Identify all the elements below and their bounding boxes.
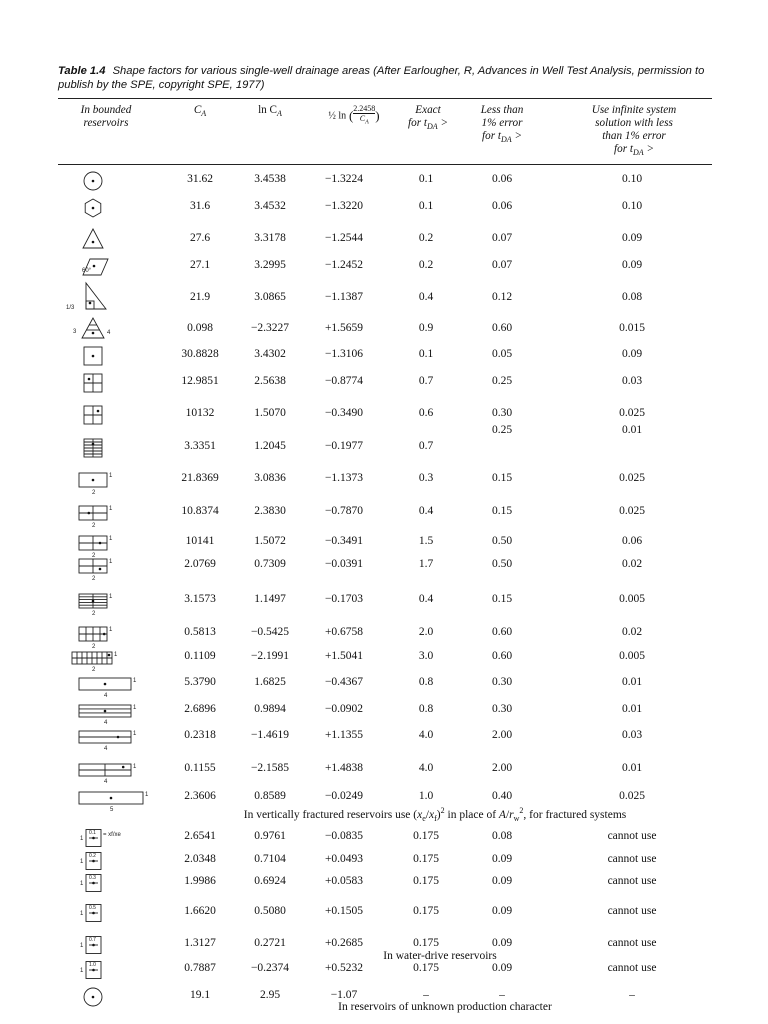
header-ca: $C_A$ [193,104,207,119]
side-label: 1 [109,594,113,600]
cell-ca: 27.1 [189,259,211,271]
well-dot [92,443,95,446]
header-exact: Exact for $t_{DA}$ > [408,104,448,132]
cell-lnca: 2.3830 [254,505,286,517]
well-dot [122,766,125,769]
well-dot [92,355,95,358]
cell-less: 0.60 [491,626,513,638]
side-label: 1 [133,678,137,684]
cell-exact: 3.0 [418,650,434,662]
cell-use-alt: 0.01 [621,424,643,436]
cell-ca: 2.0769 [184,558,216,570]
cell-use: 0.08 [621,291,643,303]
well-dot [104,710,107,713]
cell-ca: 30.8828 [181,348,219,360]
cell-half: −0.0835 [324,830,364,842]
well-dot [92,600,95,603]
well-dot [92,837,95,840]
cell-use: 0.03 [621,375,643,387]
well-dot [110,797,113,800]
cell-ca: 0.5813 [184,626,216,638]
well-dot [89,302,92,305]
side-label: 1 [109,473,113,479]
cell-ca: 27.6 [189,232,211,244]
cell-half: −1.1387 [324,291,364,303]
cell-half: −1.2452 [324,259,364,271]
cell-less: 0.06 [491,173,513,185]
cell-half: +0.6758 [324,626,364,638]
header-lnca: $\ln C_A$ [258,104,282,119]
caption-text: Shape factors for various single-well drainage areas (After Earlougher, R, Advances in Well Test Analysis, permission to publish by the SPE, copyright SPE, 1977) [58,65,705,91]
header-shape: In bounded reservoirs [80,104,132,129]
cell-lnca: 0.5080 [254,905,286,917]
table-label: Table 1.4 [58,65,106,77]
cell-lnca: 1.2045 [254,440,286,452]
cell-exact: 0.1 [418,200,434,212]
well-dot [99,542,102,545]
cell-lnca: 0.9894 [254,703,286,715]
cell-ca: 0.098 [187,322,213,334]
cell-use: 0.06 [621,535,643,547]
well-dot [97,410,100,413]
cell-use: 0.10 [621,173,643,185]
well-dot [108,654,111,657]
cell-lnca: 0.2721 [254,937,286,949]
cell-use: 0.01 [621,762,643,774]
cell-ca: 5.3790 [184,676,216,688]
cell-use: 0.025 [619,472,645,484]
cell-less: 0.15 [491,593,513,605]
cell-less: 0.15 [491,505,513,517]
cell-half: +0.2685 [324,937,364,949]
well-dot [88,378,91,381]
side-label: 1 [80,911,84,917]
cell-lnca: 0.7104 [254,853,286,865]
cell-use: cannot use [607,875,657,887]
cell-exact: 0.175 [413,962,439,974]
cell-use: 0.02 [621,558,643,570]
cell-less: 0.30 [491,703,513,715]
side-label: 1 [133,764,137,770]
label-right: 4 [107,330,111,336]
side-label: 4 [104,720,108,726]
note-water-drive: In water-drive reservoirs [383,950,497,962]
cell-use: 0.09 [621,259,643,271]
cell-ca: 10132 [185,407,215,419]
cell-half: −0.3490 [324,407,364,419]
side-label: 1 [109,536,113,542]
cell-exact: 4.0 [418,729,434,741]
cell-exact: 0.175 [413,905,439,917]
side-label: 2 [92,490,96,496]
fracture-ratio: 0.2 [89,853,96,859]
cell-use: 0.01 [621,703,643,715]
cell-ca: 1.6620 [184,905,216,917]
cell-exact: 2.0 [418,626,434,638]
side-label: 2 [92,576,96,582]
cell-exact: 1.0 [418,790,434,802]
cell-half: +1.5659 [324,322,364,334]
cell-less: 0.15 [491,472,513,484]
header-infinite: Use infinite system solution with less than 1% error for $t_{DA}$ > [591,104,677,158]
cell-less: 0.07 [491,259,513,271]
cell-lnca: 1.6825 [254,676,286,688]
cell-half: −0.0249 [324,790,364,802]
cell-ca: 21.9 [189,291,211,303]
cell-use: 0.025 [619,407,645,419]
side-label: 1 [145,792,149,798]
cell-less: 0.40 [491,790,513,802]
cell-ca: 10141 [185,535,215,547]
cell-exact: 0.1 [418,173,434,185]
cell-use: 0.025 [619,505,645,517]
well-dot [92,479,95,482]
cell-lnca: −0.2374 [250,962,290,974]
cell-use: cannot use [607,937,657,949]
cell-less: 0.60 [491,650,513,662]
cell-ca: 1.9986 [184,875,216,887]
cell-less: 0.09 [491,853,513,865]
cell-lnca: 0.8589 [254,790,286,802]
cell-half: +1.1355 [324,729,364,741]
cell-exact: 0.7 [418,440,434,452]
cell-exact: 1.7 [418,558,434,570]
cell-use: 0.01 [621,676,643,688]
cell-exact: 0.3 [418,472,434,484]
side-label: 2 [92,644,96,650]
cell-exact: 0.4 [418,593,434,605]
cell-half: −0.7870 [324,505,364,517]
cell-less: 0.50 [491,558,513,570]
well-dot [99,568,102,571]
well-dot [93,265,96,268]
cell-use: 0.025 [619,790,645,802]
triangle-shape-icon [83,229,103,248]
right-triangle-shape-icon [86,283,106,309]
side-label: 1 [80,968,84,974]
well-dot [92,944,95,947]
cell-use: – [629,989,635,1001]
cell-less: 0.30 [491,676,513,688]
cell-ca: 19.1 [189,989,211,1001]
cell-half: +0.1505 [324,905,364,917]
cell-use: 0.02 [621,626,643,638]
well-dot [92,180,95,183]
cell-exact: 0.4 [418,505,434,517]
cell-lnca: −1.4619 [250,729,290,741]
cell-lnca: 2.95 [259,989,281,1001]
cell-half: −1.07 [330,989,358,1001]
cell-exact: 1.5 [418,535,434,547]
cell-exact: 0.4 [418,291,434,303]
cell-lnca: 0.6924 [254,875,286,887]
cell-lnca: 3.3178 [254,232,286,244]
triangle-shape-icon [82,318,104,338]
fracture-ratio: 0.3 [89,875,96,881]
cell-lnca: −2.3227 [250,322,290,334]
cell-exact: – [423,989,429,1001]
cell-lnca: 3.4538 [254,173,286,185]
header-half-ln: ½ ln ( $\frac{2.2458}{C_A}$) [328,104,380,126]
cell-half: +1.4838 [324,762,364,774]
cell-exact: 0.9 [418,322,434,334]
cell-lnca: −0.5425 [250,626,290,638]
cell-ca: 2.6541 [184,830,216,842]
cell-exact: 0.175 [413,853,439,865]
cell-exact: 0.7 [418,375,434,387]
cell-use: cannot use [607,830,657,842]
cell-lnca: −2.1991 [250,650,290,662]
cell-lnca: 0.7309 [254,558,286,570]
cell-less-alt: 0.25 [491,424,513,436]
cell-lnca: 1.5072 [254,535,286,547]
side-label: 1 [109,506,113,512]
cell-half: −0.0902 [324,703,364,715]
cell-exact: 0.8 [418,703,434,715]
cell-exact: 0.2 [418,259,434,271]
cell-use: cannot use [607,962,657,974]
cell-less: 0.09 [491,962,513,974]
cell-ca: 0.2318 [184,729,216,741]
cell-half: +0.0583 [324,875,364,887]
well-dot [92,969,95,972]
cell-less: 0.05 [491,348,513,360]
cell-less: 0.08 [491,830,513,842]
well-dot [92,996,95,999]
cell-half: −1.3220 [324,200,364,212]
cell-half: −1.1373 [324,472,364,484]
side-label: 1 [80,859,84,865]
cell-ca: 0.1109 [184,650,216,662]
cell-half: −1.3106 [324,348,364,360]
cell-ca: 31.62 [187,173,213,185]
well-dot [117,736,120,739]
cell-use: 0.03 [621,729,643,741]
cell-exact: 0.175 [413,937,439,949]
cell-half: −0.8774 [324,375,364,387]
cell-lnca: 3.0836 [254,472,286,484]
cell-exact: 4.0 [418,762,434,774]
cell-exact: 0.2 [418,232,434,244]
cell-use: cannot use [607,905,657,917]
cell-less: 0.09 [491,937,513,949]
cell-less: 0.30 [491,407,513,419]
cell-lnca: −2.1585 [250,762,290,774]
cell-less: 0.07 [491,232,513,244]
side-label: 1 [114,652,118,658]
well-dot [92,241,95,244]
side-label: 4 [104,693,108,699]
side-label: 2 [92,611,96,617]
cell-exact: 0.175 [413,875,439,887]
cell-half: +0.0493 [324,853,364,865]
well-dot [92,860,95,863]
cell-lnca: 1.1497 [254,593,286,605]
cell-lnca: 3.4302 [254,348,286,360]
cell-exact: 0.1 [418,348,434,360]
angle-label: 60° [82,268,92,274]
fracture-ratio: 0.1 [89,830,96,836]
side-label: 1 [109,559,113,565]
cell-ca: 2.0348 [184,853,216,865]
fracture-legend: = xf/xe [103,832,121,838]
cell-lnca: 1.5070 [254,407,286,419]
cell-ca: 10.8374 [181,505,219,517]
cell-less: 0.60 [491,322,513,334]
cell-half: −1.2544 [324,232,364,244]
ratio-label: 1/3 [66,305,75,311]
cell-less: 0.12 [491,291,513,303]
fracture-ratio: 0.5 [89,905,96,911]
cell-half: −0.0391 [324,558,364,570]
side-label: 1 [133,731,137,737]
well-dot [104,683,107,686]
cell-half: +1.5041 [324,650,364,662]
cell-half: −0.1977 [324,440,364,452]
cell-lnca: 2.5638 [254,375,286,387]
fracture-ratio: 0.7 [89,937,96,943]
cell-less: 0.06 [491,200,513,212]
cell-half: −0.4367 [324,676,364,688]
fracture-ratio: 1.0 [89,962,96,968]
cell-lnca: 3.2995 [254,259,286,271]
cell-ca: 12.9851 [181,375,219,387]
cell-half: −0.1703 [324,593,364,605]
cell-lnca: 3.0865 [254,291,286,303]
side-label: 1 [80,881,84,887]
side-label: 4 [104,746,108,752]
well-dot [92,332,95,335]
label-left: 3 [73,329,77,335]
side-label: 2 [92,523,96,529]
cell-lnca: 3.4532 [254,200,286,212]
note-fractured: In vertically fractured reservoirs use $(x_e/x_f)^2$ in place of $A/r_w^2$, for fractured systems [243,806,627,824]
cell-less: 0.09 [491,905,513,917]
cell-use: 0.015 [619,322,645,334]
well-dot [92,912,95,915]
cell-use: 0.09 [621,348,643,360]
cell-half: −1.3224 [324,173,364,185]
cell-use: 0.005 [619,593,645,605]
side-label: 2 [92,553,96,559]
cell-less: 2.00 [491,729,513,741]
cell-use: 0.005 [619,650,645,662]
cell-less: 2.00 [491,762,513,774]
well-dot [92,207,95,210]
cell-use: 0.09 [621,232,643,244]
cell-use: cannot use [607,853,657,865]
cell-half: +0.5232 [324,962,364,974]
cell-ca: 2.6896 [184,703,216,715]
side-label: 5 [110,807,114,813]
cell-use: 0.10 [621,200,643,212]
side-label: 1 [80,836,84,842]
cell-less: 0.09 [491,875,513,887]
side-label: 2 [92,667,96,673]
well-dot [92,882,95,885]
cell-ca: 0.1155 [184,762,216,774]
cell-ca: 0.7887 [184,962,216,974]
cell-ca: 2.3606 [184,790,216,802]
header-less-than: Less than 1% error for $t_{DA}$ > [480,104,524,145]
cell-ca: 1.3127 [184,937,216,949]
cell-ca: 3.3351 [184,440,216,452]
note-unknown: In reservoirs of unknown production character [338,1001,552,1013]
cell-lnca: 0.9761 [254,830,286,842]
cell-exact: 0.175 [413,830,439,842]
cell-ca: 21.8369 [181,472,219,484]
cell-ca: 3.1573 [184,593,216,605]
cell-exact: 0.8 [418,676,434,688]
cell-half: −0.3491 [324,535,364,547]
cell-less: 0.25 [491,375,513,387]
side-label: 1 [109,627,113,633]
cell-exact: 0.6 [418,407,434,419]
cell-less: – [499,989,505,1001]
cell-ca: 31.6 [189,200,211,212]
well-dot [103,633,106,636]
cell-less: 0.50 [491,535,513,547]
side-label: 1 [133,705,137,711]
side-label: 1 [80,943,84,949]
side-label: 4 [104,779,108,785]
well-dot [88,512,91,515]
